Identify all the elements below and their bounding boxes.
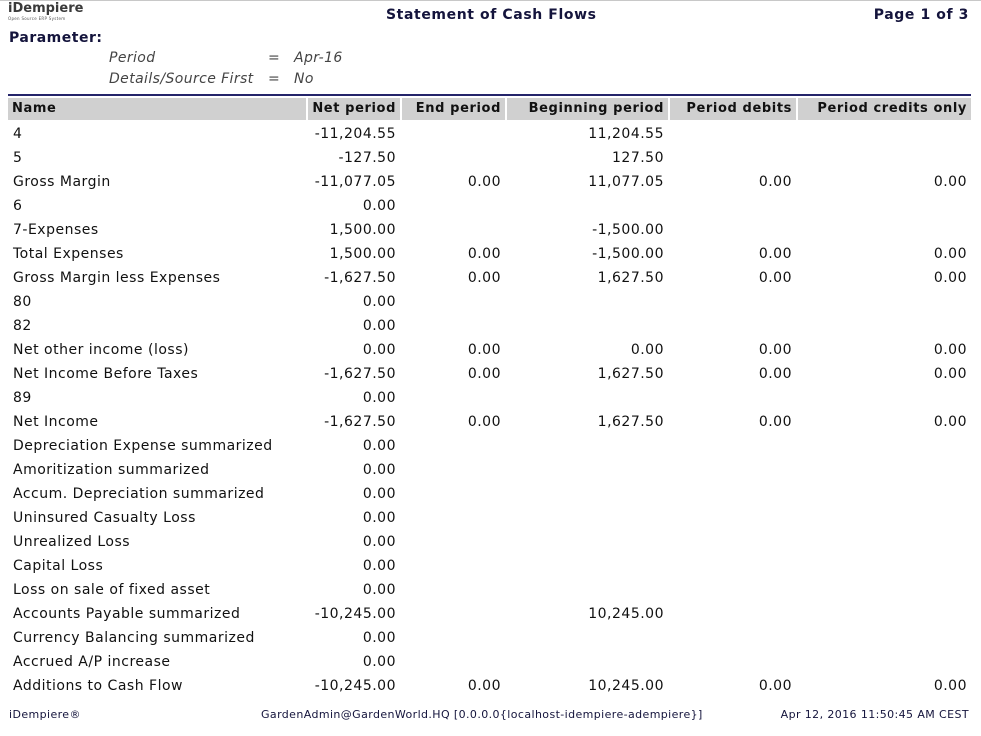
cell-period-debits <box>670 506 796 530</box>
cell-beginning-period <box>507 530 668 554</box>
table-row <box>8 314 971 338</box>
cell-period-credits <box>798 314 971 338</box>
cell-period-credits <box>798 386 971 410</box>
cell-period-debits <box>670 194 796 218</box>
cell-period-debits <box>670 530 796 554</box>
table-row <box>8 170 971 194</box>
cell-period-debits: 0.00 <box>758 246 792 262</box>
cell-period-debits: 0.00 <box>758 174 792 190</box>
cell-beginning-period: -1,500.00 <box>592 246 664 262</box>
cell-name: Total Expenses <box>13 246 124 262</box>
cell-end-period <box>402 482 505 506</box>
table-body <box>8 122 971 698</box>
table-row <box>8 530 971 554</box>
cell-period-credits <box>798 458 971 482</box>
cell-net-period: 0.00 <box>362 534 396 550</box>
cell-period-credits: 0.00 <box>933 174 967 190</box>
logo-tagline: Open Source ERP System <box>8 16 66 21</box>
table-row <box>8 338 971 362</box>
cell-name: 7-Expenses <box>13 222 99 238</box>
parameter-equals: = <box>268 50 281 66</box>
cell-period-debits: 0.00 <box>758 342 792 358</box>
cell-end-period <box>402 218 505 242</box>
cell-end-period <box>402 434 505 458</box>
cell-beginning-period: 10,245.00 <box>588 678 664 694</box>
cell-net-period: -1,627.50 <box>324 414 396 430</box>
cell-period-debits: 0.00 <box>758 366 792 382</box>
cell-name: 89 <box>13 390 32 406</box>
cell-period-credits <box>798 194 971 218</box>
cell-period-credits <box>798 218 971 242</box>
cell-beginning-period <box>507 194 668 218</box>
cell-beginning-period: 0.00 <box>630 342 664 358</box>
cell-period-credits <box>798 290 971 314</box>
column-header-beginning-period[interactable]: Beginning period <box>507 98 668 120</box>
cell-period-debits <box>670 218 796 242</box>
idempiere-logo <box>8 2 98 24</box>
cell-name: Depreciation Expense summarized <box>13 438 273 454</box>
cell-net-period: 0.00 <box>362 510 396 526</box>
column-header-net-period[interactable]: Net period <box>308 98 400 120</box>
parameter-name: Details/Source First <box>109 71 254 87</box>
cell-name: Net other income (loss) <box>13 342 189 358</box>
cell-name: Accrued A/P increase <box>13 654 171 670</box>
cell-name: Additions to Cash Flow <box>13 678 183 694</box>
table-row <box>8 146 971 170</box>
cell-period-credits: 0.00 <box>933 678 967 694</box>
top-border <box>0 0 981 1</box>
table-row <box>8 434 971 458</box>
cell-beginning-period: 11,204.55 <box>588 126 664 142</box>
table-row <box>8 626 971 650</box>
table-row <box>8 362 971 386</box>
cell-name: Gross Margin less Expenses <box>13 270 221 286</box>
cell-period-debits <box>670 626 796 650</box>
cell-name: Accounts Payable summarized <box>13 606 241 622</box>
cell-net-period: 0.00 <box>362 438 396 454</box>
cell-period-credits <box>798 482 971 506</box>
parameter-equals: = <box>268 71 281 87</box>
cell-period-debits <box>670 146 796 170</box>
cell-net-period: 0.00 <box>362 342 396 358</box>
cell-period-debits: 0.00 <box>758 678 792 694</box>
cell-beginning-period <box>507 434 668 458</box>
cell-net-period: 0.00 <box>362 390 396 406</box>
cell-beginning-period: 1,627.50 <box>597 366 664 382</box>
cell-period-debits: 0.00 <box>758 414 792 430</box>
cell-end-period <box>402 314 505 338</box>
cell-period-credits <box>798 650 971 674</box>
cell-period-credits <box>798 146 971 170</box>
column-header-end-period[interactable]: End period <box>402 98 505 120</box>
column-header-name[interactable]: Name <box>8 98 306 120</box>
cell-net-period: -127.50 <box>338 150 396 166</box>
cell-period-debits <box>670 650 796 674</box>
cell-name: Loss on sale of fixed asset <box>13 582 211 598</box>
cell-period-credits: 0.00 <box>933 270 967 286</box>
cell-beginning-period <box>507 578 668 602</box>
table-row <box>8 242 971 266</box>
cell-end-period: 0.00 <box>467 678 501 694</box>
table-row <box>8 290 971 314</box>
logo-text: iDempiere <box>8 1 84 16</box>
cell-period-credits <box>798 506 971 530</box>
cell-end-period <box>402 194 505 218</box>
cell-period-debits <box>670 554 796 578</box>
cell-name: 82 <box>13 318 32 334</box>
cell-end-period <box>402 578 505 602</box>
cell-net-period: 0.00 <box>362 294 396 310</box>
table-row <box>8 410 971 434</box>
cell-end-period <box>402 602 505 626</box>
table-row <box>8 650 971 674</box>
cell-name: Net Income <box>13 414 99 430</box>
cell-name: 6 <box>13 198 23 214</box>
cell-beginning-period <box>507 482 668 506</box>
cell-period-debits <box>670 482 796 506</box>
cell-period-credits <box>798 602 971 626</box>
cell-period-credits: 0.00 <box>933 366 967 382</box>
cell-end-period <box>402 386 505 410</box>
parameter-name: Period <box>109 50 156 66</box>
cell-end-period: 0.00 <box>467 174 501 190</box>
cell-end-period <box>402 458 505 482</box>
cell-name: 5 <box>13 150 23 166</box>
cell-end-period <box>402 626 505 650</box>
cell-name: Amoritization summarized <box>13 462 210 478</box>
cell-name: 80 <box>13 294 32 310</box>
cell-period-credits <box>798 530 971 554</box>
table-row <box>8 482 971 506</box>
cell-end-period <box>402 506 505 530</box>
column-header-period-debits[interactable]: Period debits <box>670 98 796 120</box>
cell-end-period <box>402 122 505 146</box>
table-header <box>8 98 971 120</box>
cell-name: 4 <box>13 126 23 142</box>
cell-name: Accum. Depreciation summarized <box>13 486 265 502</box>
table-header-rule <box>8 94 971 96</box>
cell-net-period: -10,245.00 <box>314 678 396 694</box>
cell-beginning-period <box>507 626 668 650</box>
cell-net-period: 0.00 <box>362 630 396 646</box>
cell-period-credits <box>798 434 971 458</box>
cell-net-period: 0.00 <box>362 558 396 574</box>
cell-period-debits <box>670 122 796 146</box>
cell-beginning-period <box>507 386 668 410</box>
cell-beginning-period: 10,245.00 <box>588 606 664 622</box>
cell-net-period: 0.00 <box>362 654 396 670</box>
table-row <box>8 458 971 482</box>
cell-net-period: 1,500.00 <box>329 222 396 238</box>
cell-end-period: 0.00 <box>467 270 501 286</box>
cell-period-credits: 0.00 <box>933 414 967 430</box>
cell-period-debits <box>670 290 796 314</box>
cell-period-credits: 0.00 <box>933 342 967 358</box>
cell-beginning-period: 127.50 <box>612 150 664 166</box>
footer-brand: iDempiere® <box>9 708 81 721</box>
cell-beginning-period <box>507 506 668 530</box>
cell-end-period <box>402 554 505 578</box>
cell-name: Gross Margin <box>13 174 111 190</box>
column-header-period-credits[interactable]: Period credits only <box>798 98 971 120</box>
cell-period-credits <box>798 554 971 578</box>
table-row <box>8 674 971 698</box>
cell-net-period: -1,627.50 <box>324 366 396 382</box>
cell-beginning-period <box>507 314 668 338</box>
cell-name: Currency Balancing summarized <box>13 630 255 646</box>
report-title: Statement of Cash Flows <box>386 7 597 23</box>
cell-period-credits: 0.00 <box>933 246 967 262</box>
cell-net-period: 0.00 <box>362 198 396 214</box>
cell-net-period: 0.00 <box>362 582 396 598</box>
cell-beginning-period: -1,500.00 <box>592 222 664 238</box>
table-row <box>8 386 971 410</box>
cell-name: Unrealized Loss <box>13 534 131 550</box>
page-indicator: Page 1 of 3 <box>873 7 969 23</box>
cell-net-period: -1,627.50 <box>324 270 396 286</box>
parameter-value: No <box>294 71 314 87</box>
table-row <box>8 266 971 290</box>
table-row <box>8 554 971 578</box>
cell-period-debits <box>670 458 796 482</box>
table-row <box>8 578 971 602</box>
cell-end-period <box>402 530 505 554</box>
cell-period-debits: 0.00 <box>758 270 792 286</box>
cell-name: Capital Loss <box>13 558 104 574</box>
cell-period-debits <box>670 386 796 410</box>
cell-period-credits <box>798 626 971 650</box>
table-row <box>8 122 971 146</box>
table-row <box>8 506 971 530</box>
cell-name: Net Income Before Taxes <box>13 366 199 382</box>
cell-net-period: 1,500.00 <box>329 246 396 262</box>
cell-net-period: 0.00 <box>362 486 396 502</box>
cell-net-period: -11,077.05 <box>314 174 396 190</box>
table-row <box>8 602 971 626</box>
cell-end-period: 0.00 <box>467 246 501 262</box>
cell-period-debits <box>670 602 796 626</box>
footer-timestamp: Apr 12, 2016 11:50:45 AM CEST <box>780 708 969 721</box>
cell-name: Uninsured Casualty Loss <box>13 510 196 526</box>
cell-beginning-period: 11,077.05 <box>588 174 664 190</box>
cell-beginning-period <box>507 290 668 314</box>
parameter-value: Apr-16 <box>294 50 343 66</box>
cell-end-period: 0.00 <box>467 366 501 382</box>
cell-net-period: -10,245.00 <box>314 606 396 622</box>
cell-period-debits <box>670 314 796 338</box>
cell-end-period: 0.00 <box>467 414 501 430</box>
cell-net-period: 0.00 <box>362 318 396 334</box>
table-row <box>8 218 971 242</box>
cell-beginning-period <box>507 650 668 674</box>
cell-end-period <box>402 290 505 314</box>
cell-beginning-period <box>507 554 668 578</box>
cell-end-period <box>402 146 505 170</box>
cell-end-period <box>402 650 505 674</box>
cell-beginning-period: 1,627.50 <box>597 270 664 286</box>
footer-user-context: GardenAdmin@GardenWorld.HQ [0.0.0.0{localhost-idempiere-adempiere}] <box>261 708 703 721</box>
cell-net-period: -11,204.55 <box>314 126 396 142</box>
cell-net-period: 0.00 <box>362 462 396 478</box>
parameter-heading: Parameter: <box>9 30 103 46</box>
table-row <box>8 194 971 218</box>
cell-period-debits <box>670 578 796 602</box>
cell-period-credits <box>798 122 971 146</box>
cell-period-debits <box>670 434 796 458</box>
cell-period-credits <box>798 578 971 602</box>
cell-beginning-period: 1,627.50 <box>597 414 664 430</box>
cell-end-period: 0.00 <box>467 342 501 358</box>
cell-beginning-period <box>507 458 668 482</box>
